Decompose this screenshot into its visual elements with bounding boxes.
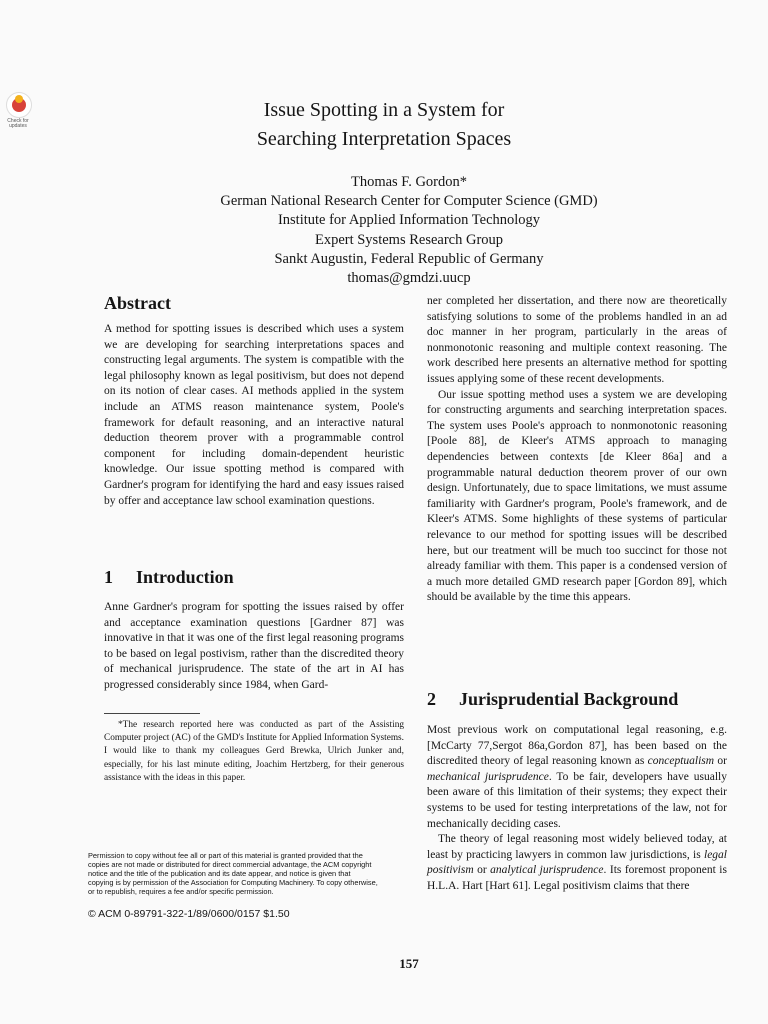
footnote-rule [104, 713, 200, 714]
section-1-heading [104, 566, 234, 588]
title-line-1: Issue Spotting in a System for [263, 99, 505, 121]
author-affiliation: German National Research Center for Computer Science (GMD) [220, 193, 598, 210]
paragraph: Our issue spotting method uses a system we are developing for constructing arguments and searching interpretation spaces. The system uses Poole's approach to nonmonotonic reasoning [Poole 88], de Kleer's ATMS approach to managing dependencies between contexts [de Kleer 86a] and a programmable natural deduction theorem prover of our own design. Unfortunately, due to space limitations, we must assume familiarity with Gardner's program, Poole's framework, and de Kleer's ATMS. Some highlights of these systems of particular relevance to our method for spotting issues will be described here, but our treatment will be much too succinct for those not already familiar with them. This paper is a condensed version of a much more detailed GMD research paper [Gordon 89], which should be available by the time this appears. [427, 388, 727, 604]
badge-label: Check for updates [7, 118, 29, 129]
emphasis: conceptualism [647, 755, 715, 768]
section-number: 2 [427, 689, 436, 709]
right-column-body [427, 294, 727, 606]
author-name: Thomas F. Gordon* [350, 174, 468, 190]
abstract-text: A method for spotting issues is described which uses a system we are developing for searching interpretations spaces and constructing legal arguments. The system is compatible with the legal philosophy known as legal positivism, but does not depend on its notion of clear cases. AI methods applied in the system include an ATMS reason maintenance system, Poole's framework for default reasoning, and an interactive natural deduction theorem prover with a programmable control component for including domain-dependent heuristic knowledge. Our issue spotting method is compared with Gardner's program for identifying the hard and easy issues raised by offer and acceptance law school examination questions. [104, 323, 404, 507]
paragraph [427, 723, 727, 832]
copyright-line: © ACM 0-89791-322-1/89/0600/0157 $1.50 [88, 908, 290, 920]
footnote [104, 719, 404, 785]
text-run: . To be fair, developers have usually been aware of this limitation of their systems; they expect their systems to be used for testing interpretations of the law, not for mechanically deciding cases. [427, 770, 728, 830]
emphasis: legal positivism [427, 848, 727, 877]
author-location: Sankt Augustin, Federal Republic of Germany [274, 250, 544, 267]
intro-body [104, 600, 404, 694]
section-2-body [427, 723, 727, 895]
intro-text: Anne Gardner's program for spotting the issues raised by offer and acceptance examination questions [Gardner 87] was innovative in that it was one of the first legal reasoning programs to be based on legal postivism, rather than the discredited theory of mechanical jurisprudence. The state of the art in AI has progressed considerably since 1984, when Gard- [104, 601, 404, 691]
permission-notice: Permission to copy without fee all or part of this material is granted provided that the copies are not made or distributed for direct commercial advantage, the ACM copyright notice and the title of the publication and its date appear, and notice is given that copying is by permission of the Association for Computing Machinery. To copy otherwise, or to republish, requires a fee and/or specific permission. [88, 851, 378, 897]
author-institute: Institute for Applied Information Technology [277, 212, 541, 229]
author-email: thomas@gmdzi.uucp [347, 270, 471, 287]
text-run: or [473, 864, 491, 877]
paragraph [427, 832, 727, 894]
text-run: Most previous work on computational legal reasoning, e.g. [McCarty 77,Sergot 86a,Gordon 87], has been based on the discredited theory of legal reasoning known as [427, 724, 727, 768]
page-number: 157 [399, 956, 419, 971]
author-block [0, 173, 768, 288]
title-line-2: Searching Interpretation Spaces [256, 128, 512, 150]
abstract-heading: Abstract [104, 293, 171, 313]
footnote-text: *The research reported here was conducted as part of the Assisting Computer project (AC) of the GMD's Institute for Applied Information Systems. I would like to thank my colleagues Gerd Brewka, Ulrich Junker and, especially, for his last minute editing, Joachim Hertzberg, for their generous assistance with the ideas in this paper. [104, 720, 404, 783]
author-group: Expert Systems Research Group [314, 231, 504, 248]
section-title: Introduction [136, 567, 234, 587]
paragraph: ner completed her dissertation, and there now are theoretically satisfying solutions to some of the problems handled in an ad doc manner in her program, particularly in the areas of nonmonotonic reasoning and multiple context reasoning. The work described here presents an alternative method for spotting issues applying some of these recent developments. [427, 295, 727, 385]
paper-title [0, 96, 768, 154]
text-run: The theory of legal reasoning most widely believed today, at least by practicing lawyers in common law jurisdictions, is [427, 833, 727, 861]
abstract-body [104, 322, 404, 509]
text-run: . Its foremost proponent is H.L.A. Hart [Hart 61]. Legal positivism claims that there [427, 864, 727, 892]
section-title: Jurisprudential Background [459, 689, 679, 709]
section-number: 1 [104, 567, 113, 587]
emphasis: mechanical jurisprudence [427, 770, 549, 783]
emphasis: analytical jurisprudence [490, 864, 604, 877]
text-run: or [714, 755, 727, 768]
section-2-heading [427, 688, 678, 710]
